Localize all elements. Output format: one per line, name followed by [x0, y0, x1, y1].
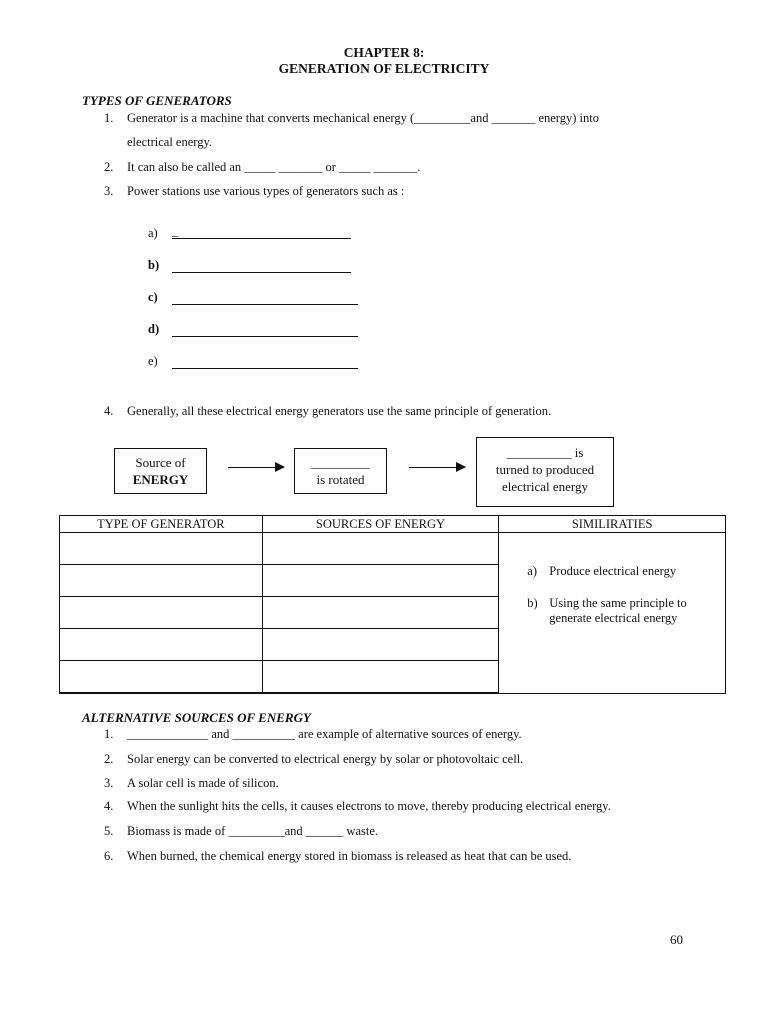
flow-box-source-line2: ENERGY [132, 472, 189, 487]
sub-item-label: a) [148, 226, 158, 240]
item-number: 4. [104, 799, 114, 813]
flow-arrow [228, 467, 284, 468]
similarities-cell [499, 533, 726, 694]
similarity-text-continued: generate electrical energy [549, 611, 678, 625]
flow-box-rotated-blank: _________ [311, 455, 370, 470]
item-text: A solar cell is made of silicon. [127, 776, 279, 790]
table-cell-source[interactable] [262, 533, 499, 565]
item-number: 5. [104, 824, 114, 838]
similarity-label: b) [527, 596, 538, 610]
section-heading-alternative: ALTERNATIVE SOURCES OF ENERGY [82, 710, 311, 725]
table-cell-source[interactable] [262, 661, 499, 694]
item-text: Solar energy can be converted to electrical energy by solar or photovoltaic cell. [127, 752, 524, 766]
flow-box-rotated-text: is rotated [316, 472, 365, 487]
table-cell-type[interactable] [60, 661, 263, 694]
flow-box-output [476, 437, 614, 507]
item-number: 3. [104, 184, 114, 198]
page-number: 60 [670, 932, 683, 947]
item-number: 3. [104, 776, 114, 790]
item-text: _____________ and __________ are example of alternative sources of energy. [127, 727, 522, 741]
item-text: Generator is a machine that converts mechanical energy (_________and _______ energy) into [127, 111, 599, 125]
table-cell-type[interactable] [60, 565, 263, 597]
item-number: 1. [104, 727, 114, 741]
flow-box-output-line1: __________ is [506, 445, 584, 460]
item-text-continued: electrical energy. [127, 135, 213, 149]
item-text: Biomass is made of _________and ______ waste. [127, 824, 379, 838]
similarity-label: a) [527, 564, 537, 578]
table-header: SIMILIRATIES [499, 516, 726, 533]
flow-box-output-line2: turned to produced [495, 462, 595, 477]
answer-line [172, 304, 358, 305]
item-number: 4. [104, 404, 114, 418]
sub-item-label: b) [148, 258, 160, 272]
answer-line [172, 368, 358, 369]
similarity-text: Using the same principle to [549, 596, 687, 610]
table-header: SOURCES OF ENERGY [262, 516, 499, 533]
table-cell-type[interactable] [60, 597, 263, 629]
table-cell-source[interactable] [262, 565, 499, 597]
item-number: 2. [104, 160, 114, 174]
sub-item-label: c) [148, 290, 158, 304]
item-number: 6. [104, 849, 114, 863]
flow-box-source-line1: Source of [135, 455, 186, 470]
flow-box-rotated [294, 448, 387, 494]
flow-box-output-line3: electrical energy [501, 479, 588, 494]
item-text: Generally, all these electrical energy generators use the same principle of generation. [127, 404, 552, 418]
similarity-item [499, 596, 725, 626]
generator-table [59, 515, 726, 694]
item-number: 1. [104, 111, 114, 125]
table-cell-type[interactable] [60, 629, 263, 661]
table-cell-source[interactable] [262, 629, 499, 661]
sub-item-text: _ [172, 224, 179, 238]
similarity-item [499, 564, 725, 579]
sub-item-label: e) [148, 354, 158, 368]
sub-item-label: d) [148, 322, 160, 336]
item-text: When burned, the chemical energy stored in biomass is released as heat that can be used. [127, 849, 572, 863]
table-cell-source[interactable] [262, 597, 499, 629]
chapter-title: GENERATION OF ELECTRICITY [278, 61, 490, 76]
similarity-text: Produce electrical energy [549, 564, 677, 578]
item-number: 2. [104, 752, 114, 766]
answer-line [172, 336, 358, 337]
flow-box-source [114, 448, 207, 494]
table-cell-type[interactable] [60, 533, 263, 565]
chapter-label: CHAPTER 8: [343, 45, 425, 60]
answer-line [172, 238, 351, 239]
table-header: TYPE OF GENERATOR [60, 516, 263, 533]
item-text: Power stations use various types of generators such as : [127, 184, 405, 198]
item-text: When the sunlight hits the cells, it causes electrons to move, thereby producing electrical energy. [127, 799, 611, 813]
flow-arrow [409, 467, 465, 468]
section-heading-types: TYPES OF GENERATORS [82, 93, 232, 108]
item-text: It can also be called an _____ _______ or _____ _______. [127, 160, 421, 174]
answer-line [172, 272, 351, 273]
